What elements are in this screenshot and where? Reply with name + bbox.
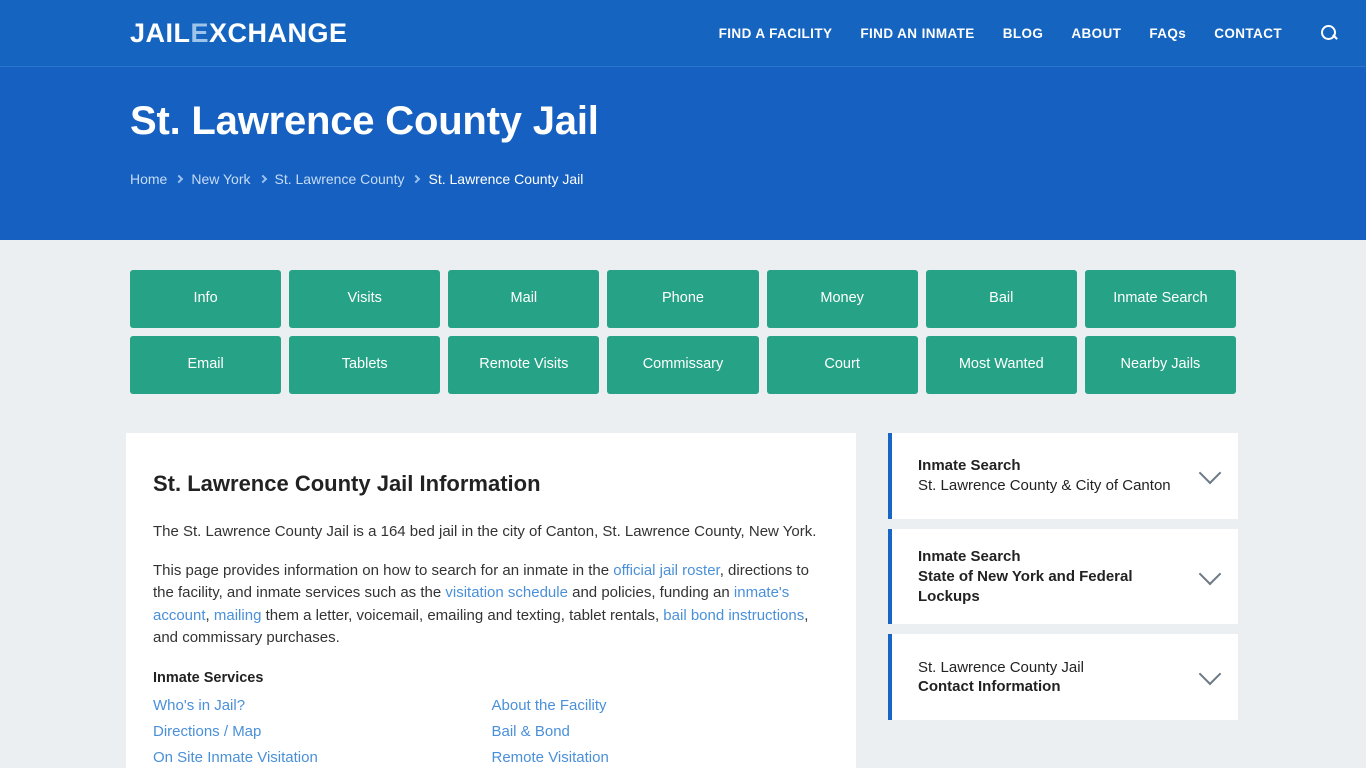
- site-header: [0, 0, 1366, 66]
- facility-info-card: [126, 433, 856, 768]
- tab-money[interactable]: Money: [767, 270, 918, 328]
- facility-tabs-row-1: [130, 270, 1236, 328]
- tab-commissary[interactable]: Commissary: [607, 336, 758, 394]
- chevron-right-icon: [258, 174, 266, 182]
- breadcrumb-item-st-lawrence-county[interactable]: St. Lawrence County: [274, 171, 405, 187]
- tab-info[interactable]: Info: [130, 270, 281, 328]
- link-bail-and-bond[interactable]: Bail & Bond: [491, 722, 570, 740]
- tab-visits[interactable]: Visits: [289, 270, 440, 328]
- link-on-site-inmate-visitation[interactable]: On Site Inmate Visitation: [153, 748, 318, 766]
- nav-item-faqs[interactable]: FAQs: [1149, 25, 1187, 41]
- link-remote-visitation[interactable]: Remote Visitation: [491, 748, 609, 766]
- search-icon[interactable]: [1320, 24, 1338, 42]
- tab-tablets[interactable]: Tablets: [289, 336, 440, 394]
- accordion-line1: St. Lawrence County Jail: [918, 658, 1084, 676]
- logo-x: E: [190, 17, 210, 48]
- link-visitation-schedule[interactable]: visitation schedule: [445, 584, 568, 602]
- tab-inmate-search[interactable]: Inmate Search: [1085, 270, 1236, 328]
- accordion-line2: St. Lawrence County & City of Canton: [918, 477, 1171, 494]
- link-official-jail-roster[interactable]: official jail roster: [613, 562, 720, 580]
- page-title: St. Lawrence County Jail: [130, 99, 599, 143]
- chevron-down-icon[interactable]: [1199, 462, 1222, 485]
- breadcrumb-item-current: St. Lawrence County Jail: [428, 171, 584, 187]
- chevron-right-icon: [412, 174, 420, 182]
- accordion-text: [918, 658, 1188, 698]
- accordion-line1: Inmate Search: [918, 548, 1021, 565]
- accordion-text: [918, 547, 1188, 606]
- accordion-line1: Inmate Search: [918, 457, 1021, 475]
- desc-text-3: and policies, funding an: [567, 584, 734, 602]
- main-nav: [719, 24, 1338, 42]
- link-about-the-facility[interactable]: About the Facility: [491, 696, 607, 714]
- nav-item-about[interactable]: ABOUT: [1071, 25, 1122, 41]
- breadcrumb-item-home[interactable]: Home: [130, 171, 168, 187]
- tab-remote-visits[interactable]: Remote Visits: [448, 336, 599, 394]
- description-paragraph: [152, 560, 820, 649]
- accordion-contact-information[interactable]: [888, 634, 1238, 720]
- card-title: St. Lawrence County Jail Information: [153, 471, 541, 496]
- site-logo[interactable]: [130, 18, 348, 49]
- logo-jail: JAIL: [130, 17, 191, 48]
- desc-text-1: This page provides information on how to search for an inmate in the: [153, 562, 614, 580]
- chevron-right-icon: [175, 174, 183, 182]
- facility-tabs-row-2: [130, 336, 1236, 394]
- link-directions-map[interactable]: Directions / Map: [153, 722, 262, 740]
- accordion-line2: State of New York and Federal Lockups: [918, 567, 1133, 605]
- nav-item-find-an-inmate[interactable]: FIND AN INMATE: [860, 25, 975, 41]
- link-mailing[interactable]: mailing: [213, 606, 262, 624]
- tab-phone[interactable]: Phone: [607, 270, 758, 328]
- tab-most-wanted[interactable]: Most Wanted: [926, 336, 1077, 394]
- chevron-down-icon[interactable]: [1199, 663, 1222, 686]
- link-bail-bond-instructions[interactable]: bail bond instructions: [663, 606, 805, 624]
- facility-tabs: [0, 240, 1366, 394]
- accordion-inmate-search-state[interactable]: [888, 529, 1238, 624]
- hero-section: [0, 66, 1366, 240]
- chevron-down-icon[interactable]: [1199, 562, 1222, 585]
- desc-text-5: them a letter, voicemail, emailing and texting, tablet rentals,: [261, 606, 664, 624]
- nav-item-find-a-facility[interactable]: FIND A FACILITY: [718, 25, 833, 41]
- breadcrumb: [130, 171, 1236, 187]
- inmate-services-heading: Inmate Services: [153, 669, 264, 686]
- sidebar: [888, 433, 1238, 730]
- tab-court[interactable]: Court: [767, 336, 918, 394]
- desc-text-4: ,: [205, 606, 214, 624]
- inmate-services-links: [152, 697, 820, 766]
- tab-mail[interactable]: Mail: [448, 270, 599, 328]
- desc-text-2: , directions to the facility, and inmate services such as the: [153, 562, 809, 602]
- tab-nearby-jails[interactable]: Nearby Jails: [1085, 336, 1236, 394]
- nav-item-blog[interactable]: BLOG: [1002, 25, 1044, 41]
- accordion-inmate-search-county[interactable]: [888, 433, 1238, 519]
- link-whos-in-jail[interactable]: Who's in Jail?: [153, 696, 246, 714]
- nav-item-contact[interactable]: CONTACT: [1214, 25, 1282, 41]
- accordion-text: [918, 456, 1188, 496]
- tab-email[interactable]: Email: [130, 336, 281, 394]
- accordion-line2: Contact Information: [918, 678, 1061, 696]
- breadcrumb-item-new-york[interactable]: New York: [191, 171, 251, 187]
- content-area: [0, 402, 1366, 768]
- desc-text-6: , and commissary purchases.: [153, 606, 809, 646]
- intro-paragraph: The St. Lawrence County Jail is a 164 bed jail in the city of Canton, St. Lawrence County, New York.: [153, 523, 817, 540]
- logo-change: XCHANGE: [209, 17, 348, 48]
- link-inmates-account[interactable]: inmate's account: [153, 584, 790, 624]
- tab-bail[interactable]: Bail: [926, 270, 1077, 328]
